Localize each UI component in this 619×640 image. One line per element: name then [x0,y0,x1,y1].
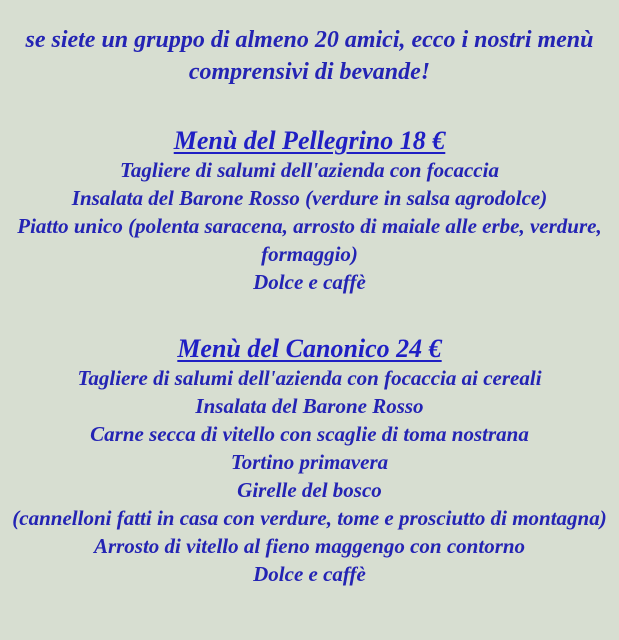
menu-item: Arrosto di vitello al fieno maggengo con contorno [93,534,526,558]
menu-item: Insalata del Barone Rosso [195,394,424,418]
menu-item: Insalata del Barone Rosso (verdure in salsa agrodolce) [71,186,548,210]
menu-section-pellegrino [0,126,619,296]
menu-item: Tortino primavera [230,450,389,474]
menu-item: Girelle del bosco [237,478,382,502]
menu-item: Carne secca di vitello con scaglie di toma nostrana [90,422,529,446]
menu-section-canonico [0,334,619,588]
menu-items-pellegrino [11,156,609,296]
menu-item: Tagliere di salumi dell'azienda con focaccia ai cereali [77,366,542,390]
menu-item: (cannelloni fatti in casa con verdure, tome e prosciutto di montagna) [12,506,607,530]
intro-text: se siete un gruppo di almeno 20 amici, ecco i nostri menù comprensivi di bevande! [25,27,594,85]
menu-item: Tagliere di salumi dell'azienda con focaccia [120,158,499,182]
menu-title-pellegrino: Menù del Pellegrino 18 € [173,126,446,155]
menu-title-canonico: Menù del Canonico 24 € [177,334,442,363]
menu-items-canonico [11,364,609,588]
menu-item: Dolce e caffè [253,270,366,294]
menu-item: Dolce e caffè [253,562,366,586]
menu-item: Piatto unico (polenta saracena, arrosto di maiale alle erbe, verdure, formaggio) [17,214,602,266]
